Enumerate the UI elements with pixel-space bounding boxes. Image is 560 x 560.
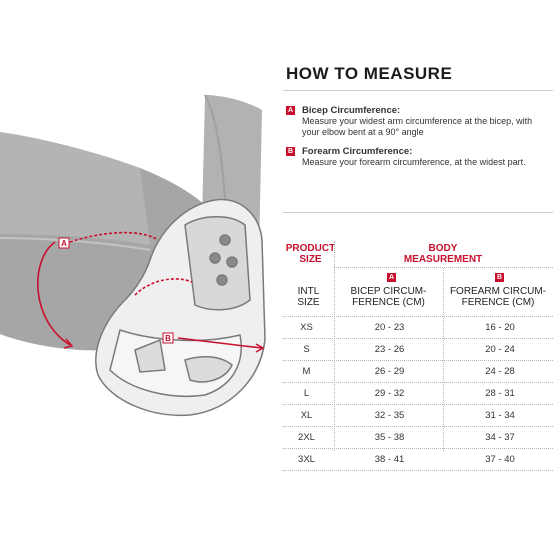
column-header-bicep: BICEP CIRCUM- FERENCE (CM) [350,286,427,308]
badge-a: A [287,107,294,114]
badge-b: B [287,148,294,155]
body-measurement-header: BODY MEASUREMENT [403,243,483,265]
row-divider [334,267,553,268]
table-row: 2XL 35 - 38 34 - 37 [298,432,515,443]
column-badge-b: B [496,274,503,281]
marker-a: A [61,239,67,248]
instruction-text: Measure your widest arm circumference at the bicep, with your elbow bent at a 90° angle [302,116,533,137]
instruction-text: Measure your forearm circumference, at the widest part. [302,157,526,167]
column-header-intl-size: INTL SIZE [297,286,320,308]
column-header-forearm: FOREARM CIRCUM- FERENCE (CM) [449,286,547,308]
column-badge-a: A [388,274,395,281]
table-row: L 29 - 32 28 - 31 [303,388,515,399]
table-row: XL 32 - 35 31 - 34 [300,410,515,421]
product-size-header: PRODUCT SIZE [285,243,336,265]
instruction-heading: Bicep Circumference: [302,105,401,116]
title-divider [283,90,553,91]
page-title: HOW TO MEASURE [286,64,453,83]
section-divider [283,212,553,213]
elbow-guard-illustration [0,0,275,560]
table-row: 3XL 38 - 41 37 - 40 [298,454,515,465]
marker-b: B [165,334,171,343]
instruction-heading: Forearm Circumference: [302,146,413,157]
table-row: S 23 - 26 20 - 24 [303,344,515,355]
table-row: M 26 - 29 24 - 28 [302,366,515,377]
table-row: XS 20 - 23 16 - 20 [300,322,515,333]
row-divider [283,470,553,471]
measure-panel [283,0,555,560]
